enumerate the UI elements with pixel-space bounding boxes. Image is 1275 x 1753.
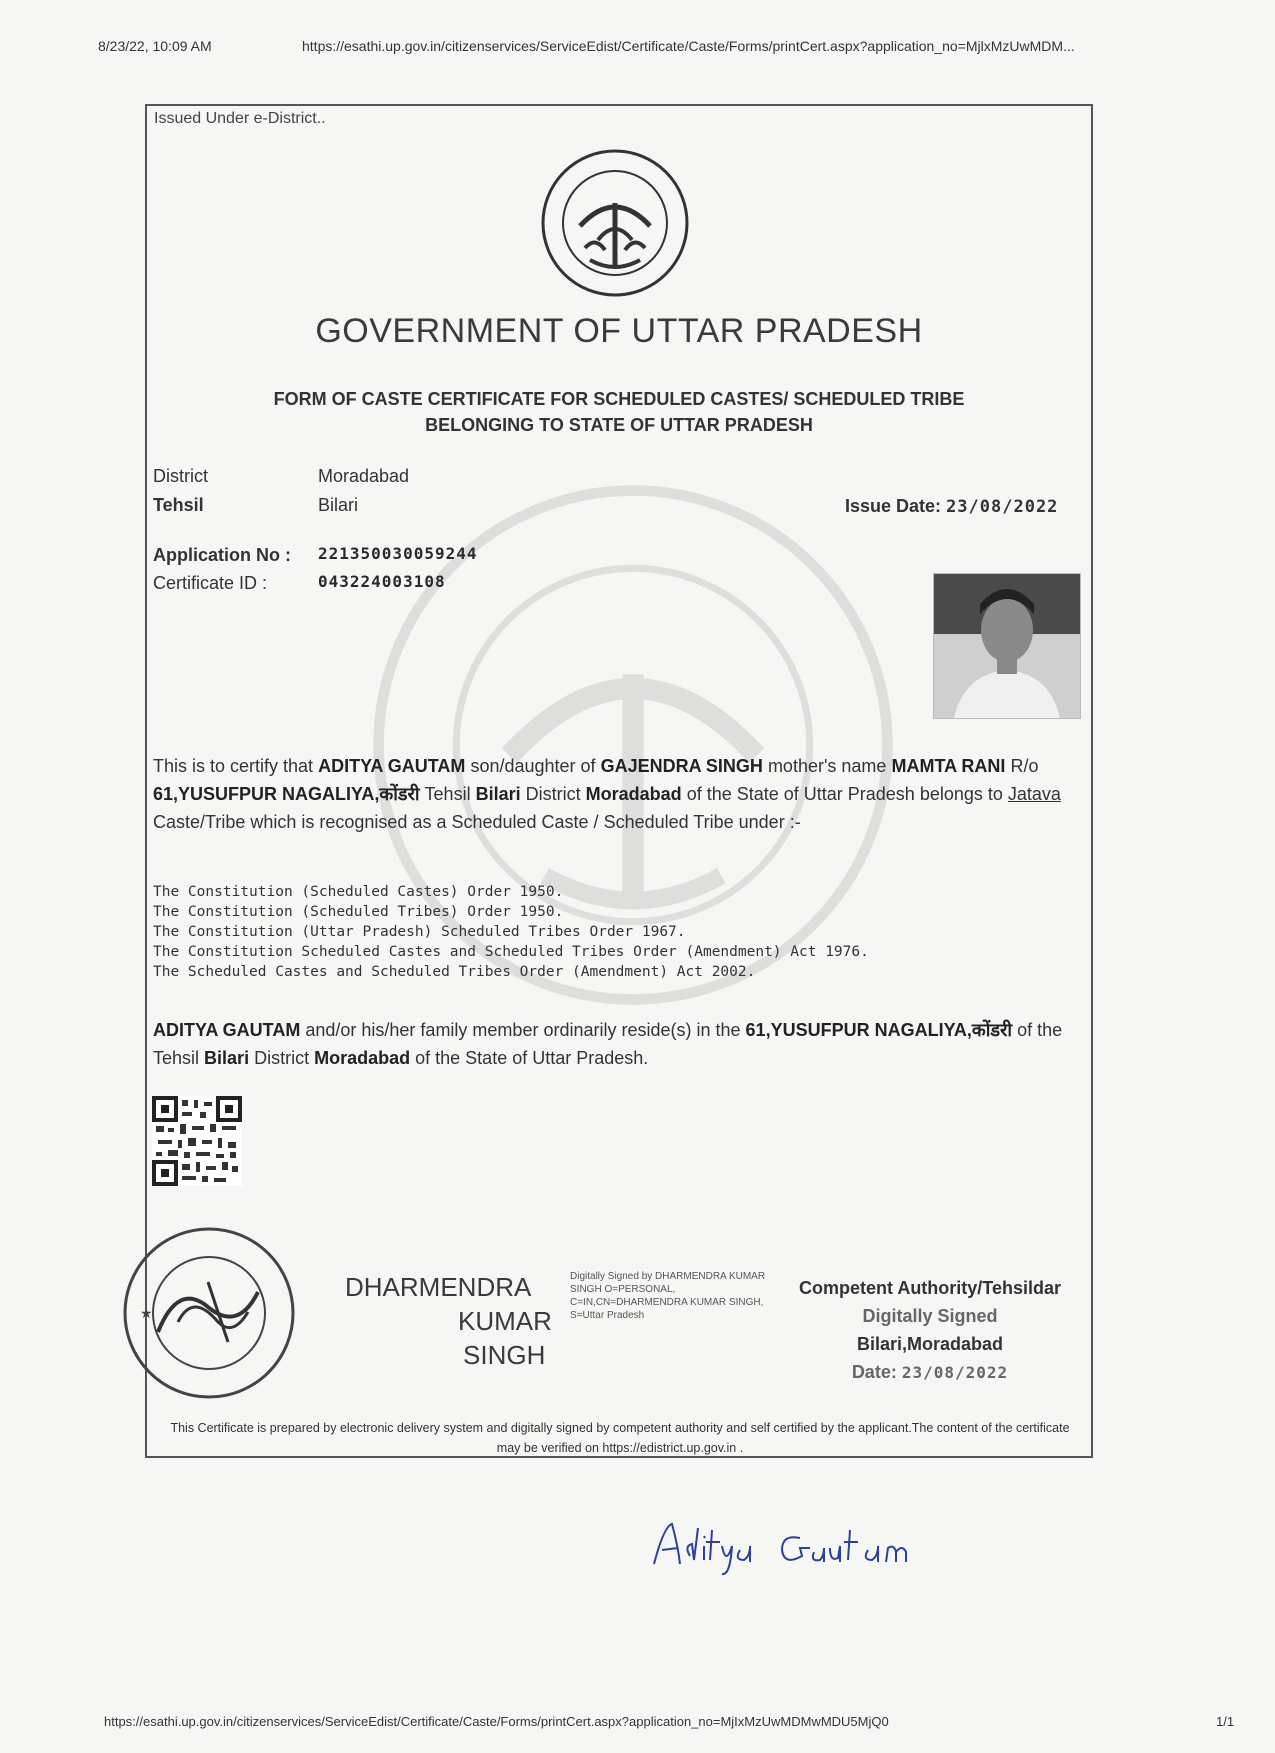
mother-name: MAMTA RANI [891, 756, 1006, 776]
body-text: of the Tehsil [153, 1020, 1063, 1068]
authority-date-label: Date: [851, 1362, 897, 1382]
authority-date-value: 23/08/2022 [901, 1363, 1009, 1382]
applicant-name: ADITYA GAUTAM [318, 756, 466, 776]
body-text: This is to certify that [153, 756, 314, 776]
district-name: Moradabad [314, 1048, 411, 1068]
print-datetime: 8/23/22, 10:09 AM [98, 38, 212, 54]
body-text: of the State of Uttar Pradesh belongs to [686, 784, 1003, 804]
order-item: The Constitution (Uttar Pradesh) Scheduled Tribes Order 1967. [153, 924, 686, 940]
office-seal-icon [118, 1222, 300, 1404]
residence-paragraph [153, 1016, 1083, 1072]
signer-name-line-2: KUMAR [458, 1306, 552, 1336]
body-text: and/or his/her family member ordinarily reside(s) in the [305, 1020, 741, 1040]
signer-name-line-1: DHARMENDRA [345, 1272, 532, 1302]
body-text: R/o [1010, 756, 1039, 776]
form-title-line-1: FORM OF CASTE CERTIFICATE FOR SCHEDULED CASTES/ SCHEDULED TRIBE [273, 389, 965, 409]
tehsil-value: Bilari [318, 495, 359, 515]
authority-date [785, 1358, 1075, 1387]
form-title-line-2: BELONGING TO STATE OF UTTAR PRADESH [425, 415, 813, 435]
order-item: The Constitution (Scheduled Castes) Order 1950. [153, 884, 564, 900]
print-footer-url: https://esathi.up.gov.in/citizenservices/ServiceEdist/Certificate/Caste/Forms/printCert.aspx?application_no=MjIxMzUwMDMwMDU5MjQ0 [104, 1714, 889, 1729]
issue-date-value: 23/08/2022 [946, 497, 1059, 517]
applicant-photo [933, 573, 1081, 719]
qr-code-icon [152, 1096, 242, 1186]
digital-signature-details: Digitally Signed by DHARMENDRA KUMAR SINGH O=PERSONAL, C=IN,CN=DHARMENDRA KUMAR SINGH, S=Uttar Pradesh [570, 1271, 766, 1321]
issue-date [845, 496, 1058, 517]
certification-paragraph [153, 752, 1083, 836]
order-item: The Constitution (Scheduled Tribes) Order 1950. [153, 904, 564, 920]
up-emblem-icon [540, 148, 690, 298]
certificate-footer-note: This Certificate is prepared by electronic delivery system and digitally signed by competent authority and self certified by the applicant.The content of the certificate may be verified on https://edistrict.up.gov.in . [170, 1421, 1070, 1455]
print-page-number: 1/1 [1216, 1714, 1235, 1729]
applicant-name: ADITYA GAUTAM [153, 1020, 301, 1040]
body-text: son/daughter of [470, 756, 596, 776]
competent-authority-block [785, 1274, 1075, 1387]
order-item: The Constitution Scheduled Castes and Scheduled Tribes Order (Amendment) Act 1976. [153, 944, 869, 960]
caste-name: Jatava [1007, 784, 1061, 804]
form-title [145, 386, 1093, 438]
body-text: Tehsil [424, 784, 471, 804]
address: 61,YUSUFPUR NAGALIYA,कोंडरी [153, 784, 420, 804]
issued-under-text: Issued Under e-District.. [154, 110, 326, 127]
father-name: GAJENDRA SINGH [600, 756, 763, 776]
svg-text:★: ★ [140, 1306, 153, 1322]
district-value: Moradabad [318, 466, 410, 486]
body-text: mother's name [767, 756, 887, 776]
authority-title: Competent Authority/Tehsildar [798, 1278, 1061, 1298]
tehsil-name: Bilari [475, 784, 521, 804]
print-header [0, 38, 1275, 58]
authority-location: Bilari,Moradabad [856, 1334, 1004, 1354]
certificate-id-label: Certificate ID : [153, 573, 268, 593]
tehsil-label: Tehsil [153, 495, 204, 515]
government-title: GOVERNMENT OF UTTAR PRADESH [315, 312, 923, 350]
body-text: Caste/Tribe which is recognised as a Scheduled Caste / Scheduled Tribe under :- [153, 812, 801, 832]
body-text: District [525, 784, 581, 804]
district-name: Moradabad [585, 784, 682, 804]
orders-list [153, 882, 1083, 982]
district-label: District [153, 466, 208, 486]
application-number: 221350030059244 [318, 544, 478, 563]
digitally-signed-label: Digitally Signed [862, 1306, 998, 1326]
print-url: https://esathi.up.gov.in/citizenservices/ServiceEdist/Certificate/Caste/Forms/printCert.aspx?application_no=MjlxMzUwMDM... [302, 38, 1075, 54]
issue-date-label: Issue Date: [845, 496, 942, 516]
signer-name-line-3: SINGH [463, 1340, 546, 1370]
address: 61,YUSUFPUR NAGALIYA,कोंडरी [745, 1020, 1013, 1040]
application-label: Application No : [153, 545, 291, 565]
body-text: of the State of Uttar Pradesh. [415, 1048, 649, 1068]
certificate-id: 043224003108 [318, 572, 446, 591]
handwritten-signature-icon [650, 1516, 950, 1576]
body-text: District [254, 1048, 310, 1068]
order-item: The Scheduled Castes and Scheduled Tribes Order (Amendment) Act 2002. [153, 964, 756, 980]
tehsil-name: Bilari [204, 1048, 250, 1068]
